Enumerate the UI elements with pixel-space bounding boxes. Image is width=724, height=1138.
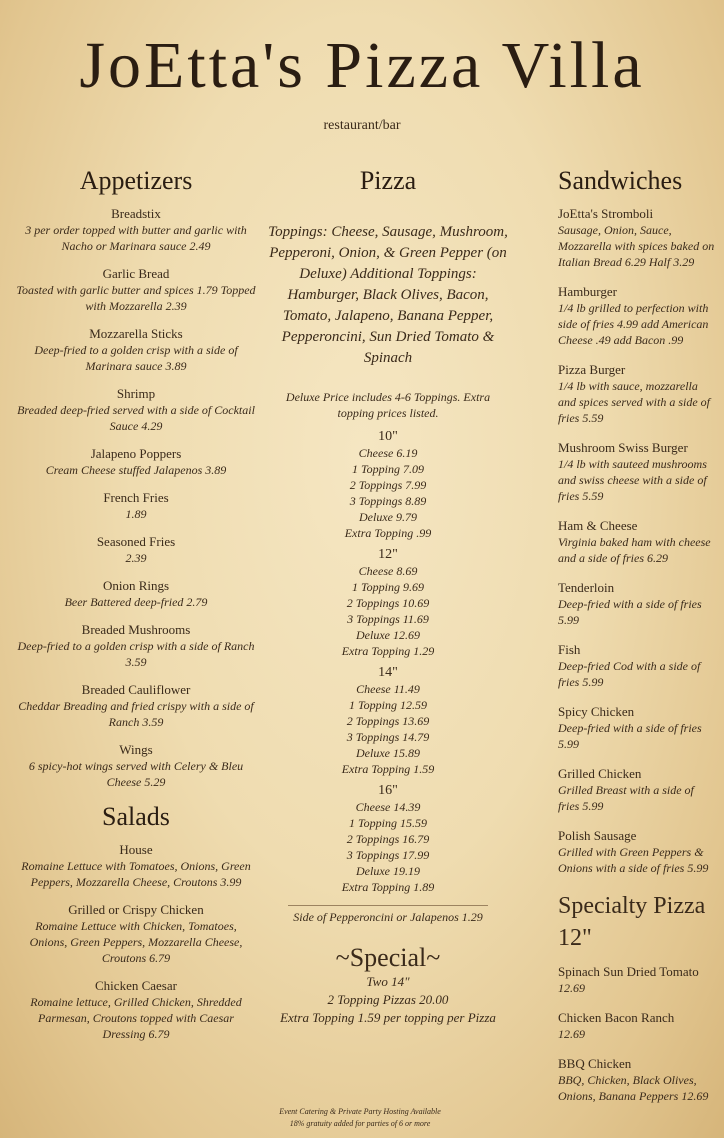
menu-item <box>16 902 256 966</box>
pizza-price-line: Deluxe 9.79 <box>359 510 417 524</box>
menu-item-name: Chicken Caesar <box>95 978 177 993</box>
pizza-size-block <box>268 783 508 895</box>
menu-item <box>16 326 256 374</box>
pizza-price-line: 1 Topping 12.59 <box>349 698 427 712</box>
pizza-size-block <box>268 665 508 777</box>
menu-item-name: Tenderloin <box>558 580 615 595</box>
menu-item <box>16 978 256 1042</box>
pizza-price-line: 1 Topping 9.69 <box>352 580 424 594</box>
pizza-size-label: 10" <box>378 429 398 444</box>
pizza-size-block <box>268 429 508 541</box>
pizza-price-line: 3 Toppings 14.79 <box>346 730 430 744</box>
menu-item <box>558 518 718 566</box>
menu-item-description: Deep-fried with a side of fries 5.99 <box>558 721 702 751</box>
menu-item-name: JoEtta's Stromboli <box>558 206 654 221</box>
menu-item-name: Breaded Cauliflower <box>81 682 191 697</box>
specialty-heading: Specialty Pizza 12" <box>558 893 706 951</box>
menu-item-description: Grilled with Green Peppers & Onions with a side of fries 5.99 <box>558 845 709 875</box>
menu-item-name: Grilled Chicken <box>558 766 642 781</box>
menu-item <box>558 1056 718 1104</box>
menu-item <box>16 742 256 790</box>
menu-item-name: Breaded Mushrooms <box>81 622 191 637</box>
menu-item-name: Shrimp <box>116 386 156 401</box>
appetizers-list <box>16 206 256 790</box>
menu-item <box>16 490 256 522</box>
menu-item <box>16 534 256 566</box>
menu-item-name: Spinach Sun Dried Tomato <box>558 964 699 979</box>
footer-line-2: 18% gratuity added for parties of 6 or more <box>289 1119 431 1128</box>
menu-item-description: 2.39 <box>125 551 147 565</box>
menu-item-description: Grilled Breast with a side of fries 5.99 <box>558 783 694 813</box>
pizza-price-line: 2 Toppings 13.69 <box>346 714 430 728</box>
footer <box>240 1106 480 1130</box>
menu-item <box>558 580 718 628</box>
menu-item-description: Toasted with garlic butter and spices 1.79 Topped with Mozzarella 2.39 <box>16 283 256 313</box>
pizza-price-line: Cheese 14.39 <box>355 800 421 814</box>
menu-item-description: 6 spicy-hot wings served with Celery & Bleu Cheese 5.29 <box>28 759 244 789</box>
sandwiches-list <box>558 206 718 876</box>
menu-item-name: Mushroom Swiss Burger <box>558 440 688 455</box>
menu-item-name: Seasoned Fries <box>96 534 176 549</box>
pizza-price-line: 1 Topping 7.09 <box>352 462 424 476</box>
menu-item <box>16 386 256 434</box>
pizza-price-line: Cheese 8.69 <box>358 564 418 578</box>
sandwiches-heading: Sandwiches <box>558 166 683 195</box>
menu-item-name: Pizza Burger <box>558 362 626 377</box>
special-line: Extra Topping 1.59 per topping per Pizza <box>280 1010 496 1025</box>
menu-item-description: Beer Battered deep-fried 2.79 <box>64 595 208 609</box>
pizza-price-line: Cheese 6.19 <box>358 446 418 460</box>
menu-item-description: Deep-fried to a golden crisp with a side of Marinara sauce 3.89 <box>34 343 238 373</box>
pizza-size-label: 12" <box>378 547 398 562</box>
menu-item-description: 12.69 <box>558 981 585 995</box>
left-column <box>16 160 256 1054</box>
pizza-price-line: Extra Topping 1.29 <box>341 644 435 658</box>
menu-item-description: 1/4 lb grilled to perfection with side of fries 4.99 add American Cheese .49 add Bacon .99 <box>558 301 709 347</box>
menu-item <box>16 622 256 670</box>
restaurant-title: JoEtta's Pizza Villa <box>79 29 645 102</box>
pizza-price-line: Deluxe 12.69 <box>356 628 420 642</box>
menu-item-description: Breaded deep-fried served with a side of Cocktail Sauce 4.29 <box>17 403 255 433</box>
menu-item-name: French Fries <box>103 490 169 505</box>
salads-list <box>16 842 256 1042</box>
menu-item <box>16 682 256 730</box>
menu-item-name: Onion Rings <box>102 578 170 593</box>
pizza-price-line: 3 Toppings 8.89 <box>349 494 427 508</box>
pizza-price-line: 3 Toppings 17.99 <box>346 848 430 862</box>
menu-item <box>558 206 718 270</box>
menu-item <box>558 440 718 504</box>
menu-item <box>558 704 718 752</box>
menu-item-description: 12.69 <box>558 1027 585 1041</box>
specialty-list <box>558 964 718 1104</box>
menu-item-name: Jalapeno Poppers <box>90 446 182 461</box>
special-line: 2 Topping Pizzas 20.00 <box>327 992 449 1007</box>
appetizers-heading: Appetizers <box>79 166 193 195</box>
pizza-price-line: Extra Topping 1.89 <box>341 880 435 894</box>
menu-item <box>558 1010 718 1042</box>
menu-item <box>558 284 718 348</box>
menu-item-description: Romaine lettuce, Grilled Chicken, Shredded Parmesan, Croutons topped with Caesar Dressing 6.79 <box>30 995 242 1041</box>
pizza-size-label: 16" <box>378 783 398 798</box>
menu-item-description: Sausage, Onion, Sauce, Mozzarella with spices baked on Italian Bread 6.29 Half 3.29 <box>558 223 715 269</box>
pizza-size-block <box>268 547 508 659</box>
pizza-toppings: Toppings: Cheese, Sausage, Mushroom, Pepperoni, Onion, & Green Pepper (on Deluxe) Additional Toppings: Hamburger, Black Olives, Bacon, Tomato, Jalapeno, Banana Pepper, Pepperoncini, Sun Dried Tomato & Spinach <box>268 224 508 366</box>
menu-item-name: House <box>119 842 153 857</box>
pizza-price-line: Deluxe 15.89 <box>356 746 420 760</box>
pizza-price-line: Deluxe 19.19 <box>356 864 420 878</box>
pizza-price-line: Cheese 11.49 <box>356 682 420 696</box>
pizza-sizes <box>268 429 508 895</box>
menu-item-description: Romaine Lettuce with Chicken, Tomatoes, Onions, Green Peppers, Mozzarella Cheese, Croutons 6.79 <box>29 919 243 965</box>
menu-item-description: 1.89 <box>125 507 147 521</box>
deluxe-note: Deluxe Price includes 4-6 Toppings. Extra topping prices listed. <box>285 390 491 420</box>
menu-item <box>558 766 718 814</box>
menu-item-name: Hamburger <box>558 284 617 299</box>
menu-item-description: BBQ, Chicken, Black Olives, Onions, Banana Peppers 12.69 <box>558 1073 709 1103</box>
pizza-price-line: Extra Topping 1.59 <box>341 762 435 776</box>
menu-item <box>558 828 718 876</box>
pizza-price-line: 3 Toppings 11.69 <box>347 612 429 626</box>
menu-item-name: Spicy Chicken <box>558 704 635 719</box>
right-column <box>558 160 718 1118</box>
menu-item-name: Fish <box>558 642 581 657</box>
pizza-price-line: Extra Topping .99 <box>344 526 432 540</box>
menu-item <box>558 964 718 996</box>
menu-item-description: 3 per order topped with butter and garlic with Nacho or Marinara sauce 2.49 <box>25 223 247 253</box>
pizza-heading: Pizza <box>359 166 417 195</box>
pizza-size-label: 14" <box>378 665 398 680</box>
special-lines <box>268 973 508 1027</box>
menu-item-description: Virginia baked ham with cheese and a side of fries 6.29 <box>558 535 711 565</box>
pizza-price-line: 1 Topping 15.59 <box>349 816 427 830</box>
menu-item-name: BBQ Chicken <box>558 1056 632 1071</box>
menu-item-name: Grilled or Crispy Chicken <box>68 902 204 917</box>
side-note: Side of Pepperoncini or Jalapenos 1.29 <box>288 905 488 925</box>
menu-item-name: Garlic Bread <box>102 266 170 281</box>
pizza-price-line: 2 Toppings 7.99 <box>349 478 427 492</box>
menu-item <box>16 446 256 478</box>
menu-item-description: 1/4 lb with sauce, mozzarella and spices served with a side of fries 5.59 <box>558 379 710 425</box>
menu-item-name: Ham & Cheese <box>558 518 638 533</box>
menu-item-description: Deep-fried to a golden crisp with a side of Ranch 3.59 <box>17 639 255 669</box>
menu-item-name: Chicken Bacon Ranch <box>558 1010 675 1025</box>
special-heading: ~Special~ <box>335 943 441 972</box>
menu-item-description: Romaine Lettuce with Tomatoes, Onions, Green Peppers, Mozzarella Cheese, Croutons 3.99 <box>21 859 251 889</box>
menu-item <box>16 842 256 890</box>
menu-item <box>16 206 256 254</box>
menu-item-name: Wings <box>119 742 153 757</box>
middle-column <box>268 160 508 1027</box>
special-line: Two 14" <box>366 974 410 989</box>
menu-item-name: Polish Sausage <box>558 828 637 843</box>
pizza-price-line: 2 Toppings 16.79 <box>346 832 430 846</box>
menu-item <box>16 266 256 314</box>
menu-item <box>16 578 256 610</box>
restaurant-subtitle: restaurant/bar <box>323 118 401 133</box>
pizza-price-line: 2 Toppings 10.69 <box>346 596 430 610</box>
menu-item <box>558 642 718 690</box>
menu-item-description: Cheddar Breading and fried crispy with a side of Ranch 3.59 <box>18 699 254 729</box>
menu-item <box>558 362 718 426</box>
footer-line-1: Event Catering & Private Party Hosting Available <box>279 1107 441 1116</box>
menu-item-name: Breadstix <box>111 206 161 221</box>
menu-item-description: Deep-fried with a side of fries 5.99 <box>558 597 702 627</box>
menu-item-description: Cream Cheese stuffed Jalapenos 3.89 <box>45 463 227 477</box>
menu-item-description: Deep-fried Cod with a side of fries 5.99 <box>558 659 701 689</box>
menu-item-description: 1/4 lb with sauteed mushrooms and swiss cheese with a side of fries 5.59 <box>558 457 707 503</box>
salads-heading: Salads <box>102 802 170 831</box>
menu-item-name: Mozzarella Sticks <box>89 326 183 341</box>
